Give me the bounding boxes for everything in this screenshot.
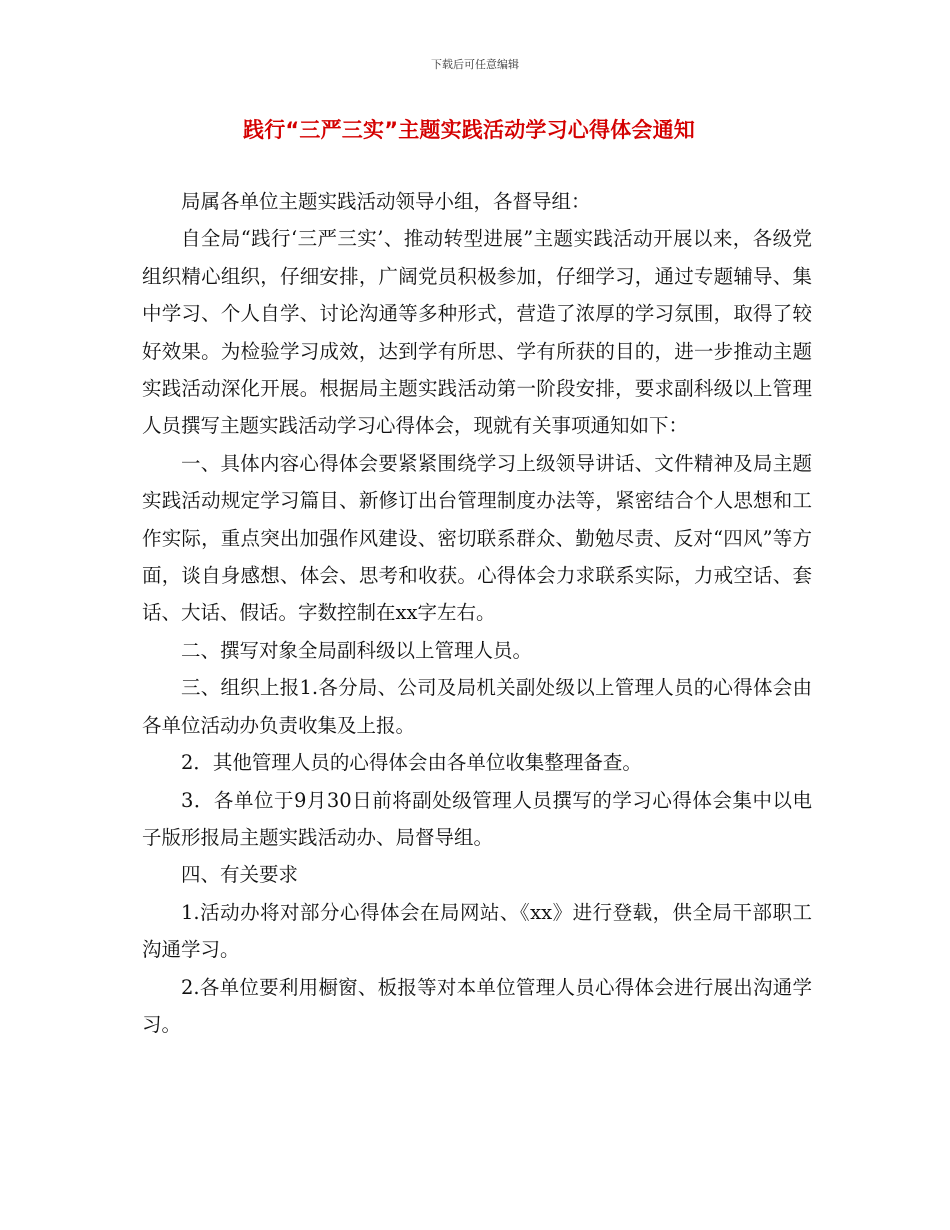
paragraph-section-1: 一、具体内容心得体会要紧紧围绕学习上级领导讲话、文件精神及局主题实践活动规定学习篇目、新修订出台管理制度办法等，紧密结合个人思想和工作实际，重点突出加强作风建设、密切联系群众、勤勉尽责、反对“四风”等方面，谈自身感想、体会、思考和收获。心得体会力求联系实际，力戒空话、套话、大话、假话。字数控制在xx字左右。 [142,451,812,625]
paragraph-section-3-item-3: 3．各单位于9月30日前将副处级管理人员撰写的学习心得体会集中以电子版形报局主题实践活动办、局督导组。 [142,788,812,849]
paragraph-section-3-item-2: 2．其他管理人员的心得体会由各单位收集整理备查。 [181,751,642,775]
paragraph-section-4: 四、有关要求 [181,863,299,887]
paragraph-section-3: 三、组织上报1.各分局、公司及局机关副处级以上管理人员的心得体会由各单位活动办负责收集及上报。 [142,676,812,737]
paragraph-section-4-item-2: 2.各单位要利用橱窗、板报等对本单位管理人员心得体会进行展出沟通学习。 [142,975,812,1036]
paragraph-section-4-item-1: 1.活动办将对部分心得体会在局网站、《xx》进行登载，供全局干部职工沟通学习。 [142,900,812,962]
document-body [142,183,812,1043]
header-note: 下载后可任意编辑 [431,58,519,71]
document-title: 践行“三严三实”主题实践活动学习心得体会通知 [243,118,696,142]
paragraph-section-2: 二、撰写对象全局副科级以上管理人员。 [181,638,533,662]
paragraph-intro: 自全局“践行‘三严三实’、推动转型进展”主题实践活动开展以来，各级党组织精心组织，仔细安排，广阔党员积极参加，仔细学习，通过专题辅导、集中学习、个人自学、讨论沟通等多种形式，营造了浓厚的学习氛围，取得了较好效果。为检验学习成效，达到学有所思、学有所获的目的，进一步推动主题实践活动深化开展。根据局主题实践活动第一阶段安排，要求副科级以上管理人员撰写主题实践活动学习心得体会，现就有关事项通知如下： [142,227,812,438]
addressee: 局属各单位主题实践活动领导小组，各督导组： [181,190,591,213]
